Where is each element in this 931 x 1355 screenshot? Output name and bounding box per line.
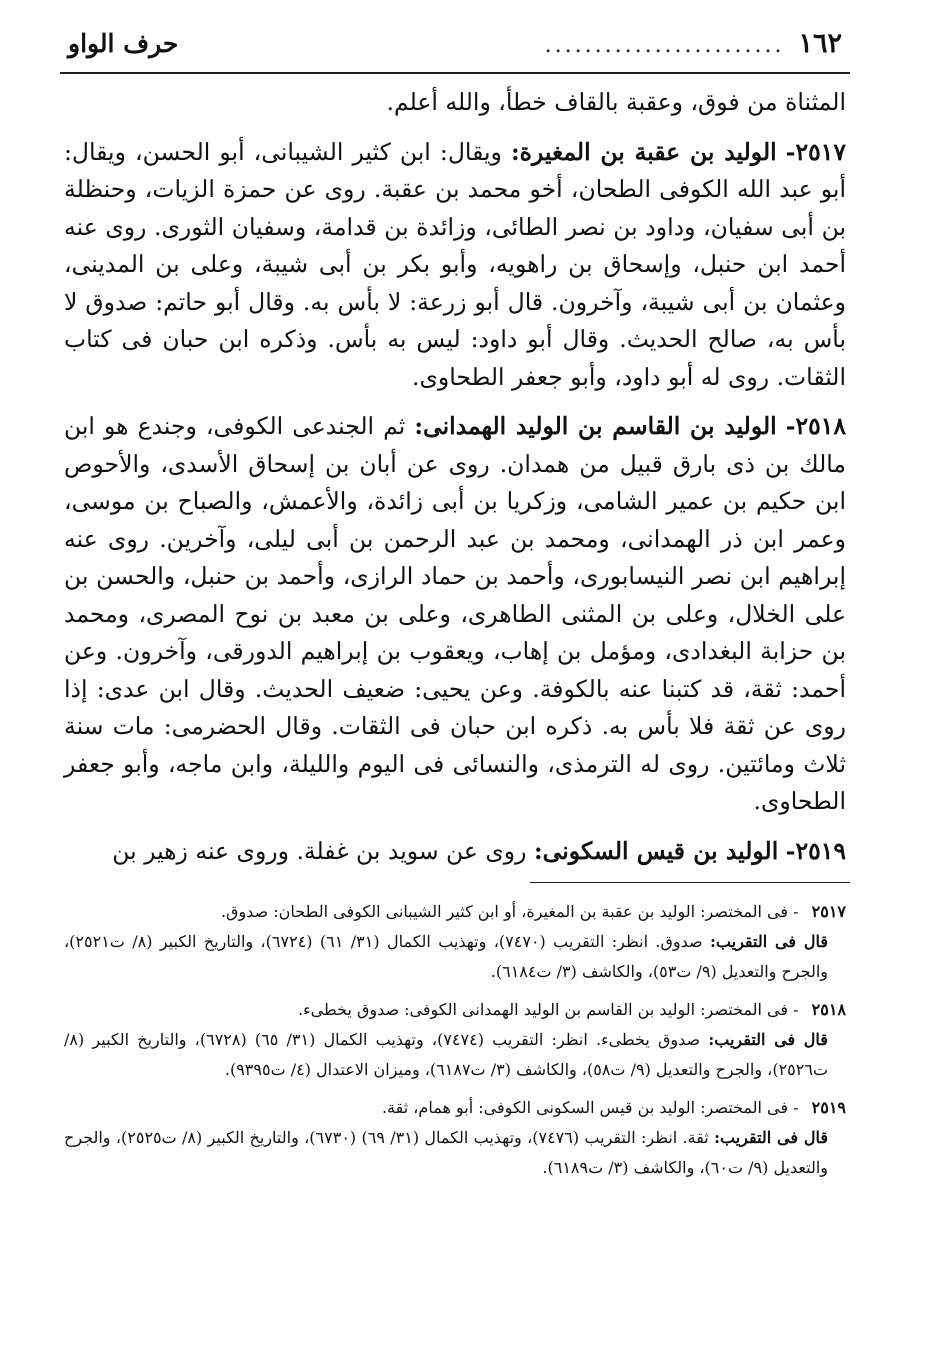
footnote-summary-line [64,1093,846,1123]
footnote-number: ٢٥١٩ [811,1098,846,1117]
entry-body: روى عن سويد بن غفلة. وروى عنه زهير بن [112,836,527,865]
footnote-detail-label: قال فى التقريب: [714,1128,828,1147]
footnote-detail-text: صدوق يخطىء. انظر: التقريب (٧٤٧٤)، وتهذيب الكمال (٣١/ ٦٥) (٦٧٢٨)، والتاريخ الكبير (٨/ ت٢٥٢٦)، والجرح والتعديل (٩/ ت٥٨)، والكاشف (٣/ ت٦١٨٧)، وميزان الاعتدال (٤/ ت٩٣٩٥). [64,1030,828,1079]
entry-name: الوليد بن القاسم بن الوليد الهمدانى: [414,412,777,440]
footnote-summary-line [64,995,846,1025]
continuation-paragraph: المثناة من فوق، وعقبة بالقاف خطأ، والله أعلم. [386,88,846,116]
footnote-detail-label: قال فى التقريب: [710,932,829,951]
entry-body: ويقال: ابن كثير الشيبانى، أبو الحسن، ويقال: أبو عبد الله الكوفى الطحان، أخو محمد بن عقبة. روى عن حمزة الزيات، وحنظلة بن أبى سفيان، وداود بن نصر الطائى، وزائدة بن قدامة، وسفيان الثورى. روى عنه أحمد ابن حنبل، وإسحاق بن راهويه، وأبو بكر بن أبى شيبة، وعلى بن المدينى، وعثمان بن أبى شيبة، وآخرون. قال أبو زرعة: لا بأس به. وقال أبو حاتم: صدوق لا بأس به، صالح الحديث. وقال أبو داود: ليس به بأس. وذكره ابن حبان فى كتاب الثقات. روى له أبو داود، وأبو جعفر الطحاوى. [64,137,846,391]
footnote-detail [64,927,846,987]
main-text [60,84,850,870]
entry-paragraph [64,134,846,397]
page-number: ١٦٢ [798,28,842,59]
entry-paragraph [64,408,846,821]
running-header [60,28,850,74]
footnote-number: ٢٥١٨ [811,1000,846,1019]
footnote-summary: الوليد بن عقبة بن المغيرة، أو ابن كثير الشيبانى الكوفى الطحان: صدوق. [220,902,696,921]
chapter-title: حرف الواو [68,29,179,58]
footnote [64,897,846,987]
book-page [60,28,850,1191]
footnote-detail-text: ثقة. انظر: التقريب (٧٤٧٦)، وتهذيب الكمال (٣١/ ٦٩) (٦٧٣٠)، والتاريخ الكبير (٨/ ت٢٥٢٥)، والجرح والتعديل (٩/ ت٦٠)، والكاشف (٣/ ت٦١٨٩). [64,1128,828,1177]
entry-paragraph [64,833,846,871]
footnote-summary: الوليد بن القاسم بن الوليد الهمدانى الكوفى: صدوق يخطىء. [298,1000,696,1019]
footnote [64,1093,846,1183]
entry-number: ٢٥١٧- [785,137,846,166]
footnote-summary-line [64,897,846,927]
footnote-divider [530,882,850,883]
header-dot-leader: ........................ [544,33,785,58]
entry-name: الوليد بن قيس السكونى: [534,836,779,865]
footnotes [60,897,850,1183]
entry-number: ٢٥١٩- [785,836,846,865]
footnote-detail [64,1123,846,1183]
footnote-label: - فى المختصر: [700,902,799,921]
footnote-summary: الوليد بن قيس السكونى الكوفى: أبو همام، ثقة. [381,1098,696,1117]
footnote-detail-label: قال فى التقريب: [708,1030,828,1049]
entry-number: ٢٥١٨- [785,412,846,440]
footnote-label: - فى المختصر: [700,1000,799,1019]
entry-body: ثم الجندعى الكوفى، وجندع هو ابن مالك بن ذى بارق قبيل من همدان. روى عن أبان بن إسحاق الأسدى، والأحوص ابن حكيم بن عمير الشامى، وزكريا بن أبى زائدة، والأعمش، والصباح بن موسى، وعمر ابن ذر الهمدانى، ومحمد بن عبد الرحمن بن أبى ليلى، وآخرين. روى عنه إبراهيم ابن نصر النيسابورى، وأحمد بن حماد الرازى، وأحمد بن حنبل، والحسن بن على الخلال، وعلى بن المثنى الطاهرى، وعلى بن معبد بن نوح المصرى، ومحمد بن حزابة البغدادى، ومؤمل بن إهاب، ويعقوب بن إبراهيم الدورقى، وآخرون. وعن أحمد: ثقة، قد كتبنا عنه بالكوفة. وعن يحيى: ضعيف الحديث. وقال ابن عدى: إذا روى عن ثقة فلا بأس به. ذكره ابن حبان فى الثقات. وقال الحضرمى: مات سنة ثلاث ومائتين. روى له الترمذى، والنسائى فى اليوم والليلة، وابن ماجه، وأبو جعفر الطحاوى. [64,412,846,815]
footnote-label: - فى المختصر: [700,1098,799,1117]
header-right-group [545,28,842,59]
footnote-detail [64,1025,846,1085]
entry-name: الوليد بن عقبة بن المغيرة: [510,137,777,166]
footnote-detail-text: صدوق. انظر: التقريب (٧٤٧٠)، وتهذيب الكمال (٣١/ ٦١) (٦٧٢٤)، والتاريخ الكبير (٨/ ت٢٥٢١)، والجرح والتعديل (٩/ ت٥٣)، والكاشف (٣/ ت٦١٨٤). [64,932,828,981]
footnote-number: ٢٥١٧ [811,902,846,921]
footnote [64,995,846,1085]
